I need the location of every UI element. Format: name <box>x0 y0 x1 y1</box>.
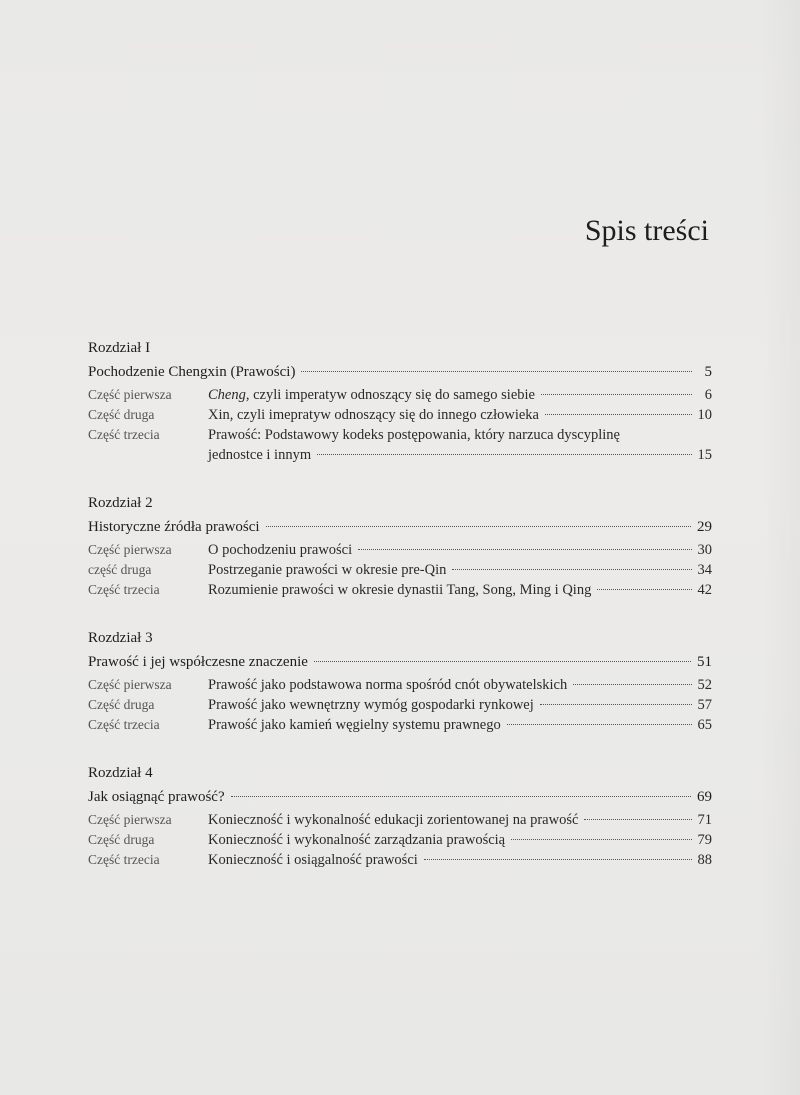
page-number: 34 <box>697 562 712 578</box>
entry-title: Prawość jako podstawowa norma spośród cnót obywatelskich <box>208 677 568 693</box>
entry-title: Prawość jako kamień węgielny systemu prawnego <box>208 717 501 733</box>
chapter-label: Rozdział 4 <box>88 765 153 781</box>
page-number: 88 <box>697 852 712 868</box>
page-number: 30 <box>697 542 712 558</box>
dot-leader <box>573 684 691 685</box>
toc-entry[interactable] <box>88 425 712 465</box>
toc-entry[interactable] <box>88 715 712 735</box>
dot-leader <box>314 661 691 662</box>
part-label: Część trzecia <box>88 582 160 597</box>
chapter-title: Historyczne źródła prawości <box>88 519 260 535</box>
page-number: 69 <box>697 789 712 805</box>
dot-leader <box>540 704 692 705</box>
part-label: Część pierwsza <box>88 812 172 827</box>
dot-leader <box>507 724 692 725</box>
toc-entry[interactable] <box>88 560 712 580</box>
part-label: Część pierwsza <box>88 387 172 402</box>
toc-entry[interactable] <box>88 405 712 425</box>
part-label: Część trzecia <box>88 427 160 442</box>
dot-leader <box>317 454 691 455</box>
dot-leader <box>231 796 691 797</box>
page-number: 51 <box>697 654 712 670</box>
chapter-label: Rozdział 2 <box>88 495 153 511</box>
page-title: Spis treści <box>584 214 709 247</box>
dot-leader <box>266 526 691 527</box>
page-number: 10 <box>697 407 712 423</box>
entry-title-continued: jednostce i innym <box>208 447 312 463</box>
page-number: 29 <box>697 519 712 535</box>
page-number: 42 <box>697 582 712 598</box>
toc-entry[interactable] <box>88 695 712 715</box>
part-label: Część pierwsza <box>88 677 172 692</box>
chapter-title-row[interactable] <box>88 361 712 383</box>
entry-title: Konieczność i osiągalność prawości <box>208 852 418 868</box>
page-edge-shade <box>760 0 800 1095</box>
entry-title: O pochodzeniu prawości <box>208 542 353 558</box>
dot-leader <box>358 549 691 550</box>
chapter-title-row[interactable] <box>88 786 712 808</box>
part-label: część druga <box>88 562 152 577</box>
chapter-title: Jak osiągnąć prawość? <box>88 789 225 805</box>
chapter-3 <box>88 628 712 735</box>
toc-entry[interactable] <box>88 580 712 600</box>
page-number: 71 <box>697 812 712 828</box>
part-label: Część druga <box>88 832 155 847</box>
part-label: Część pierwsza <box>88 542 172 557</box>
toc-entry[interactable] <box>88 675 712 695</box>
entry-title: Xin, czyli imepratyw odnoszący się do innego człowieka <box>208 407 539 423</box>
part-label: Część druga <box>88 697 155 712</box>
toc-entry[interactable] <box>88 385 712 405</box>
table-of-contents <box>88 338 712 898</box>
chapter-label: Rozdział 3 <box>88 630 153 646</box>
entry-title: Konieczność i wykonalność zarządzania prawością <box>208 832 506 848</box>
toc-entry[interactable] <box>88 830 712 850</box>
part-label: Część trzecia <box>88 717 160 732</box>
page-number: 6 <box>704 387 712 403</box>
page-number: 15 <box>697 447 712 463</box>
dot-leader <box>452 569 691 570</box>
chapter-2 <box>88 493 712 600</box>
toc-entry[interactable] <box>88 810 712 830</box>
entry-title-rest: , czyli imperatyw odnoszący się do samego siebie <box>245 387 535 403</box>
part-label: Część druga <box>88 407 155 422</box>
toc-entry[interactable] <box>88 540 712 560</box>
chapter-title-row[interactable] <box>88 516 712 538</box>
chapter-title: Pochodzenie Chengxin (Prawości) <box>88 364 296 380</box>
dot-leader <box>584 819 691 820</box>
page-number: 5 <box>704 364 712 380</box>
chapter-4 <box>88 763 712 870</box>
entry-title: Prawość jako wewnętrzny wymóg gospodarki rynkowej <box>208 697 534 713</box>
page-number: 57 <box>697 697 712 713</box>
toc-entry[interactable] <box>88 850 712 870</box>
page-number: 79 <box>697 832 712 848</box>
chapter-1 <box>88 338 712 465</box>
entry-title <box>208 385 535 405</box>
entry-title: Postrzeganie prawości w okresie pre-Qin <box>208 562 447 578</box>
dot-leader <box>511 839 691 840</box>
entry-title-italic: Cheng <box>208 387 246 403</box>
page-number: 52 <box>697 677 712 693</box>
dot-leader <box>545 414 692 415</box>
dot-leader <box>597 589 691 590</box>
dot-leader <box>424 859 692 860</box>
entry-title: Konieczność i wykonalność edukacji zorientowanej na prawość <box>208 812 579 828</box>
part-label: Część trzecia <box>88 852 160 867</box>
chapter-label: Rozdział I <box>88 340 151 356</box>
dot-leader <box>541 394 692 395</box>
entry-title: Prawość: Podstawowy kodeks postępowania, który narzuca dyscyplinę <box>208 427 620 443</box>
entry-title: Rozumienie prawości w okresie dynastii Tang, Song, Ming i Qing <box>208 582 592 598</box>
chapter-title-row[interactable] <box>88 651 712 673</box>
page-number: 65 <box>697 717 712 733</box>
dot-leader <box>301 371 692 372</box>
chapter-title: Prawość i jej współczesne znaczenie <box>88 654 308 670</box>
